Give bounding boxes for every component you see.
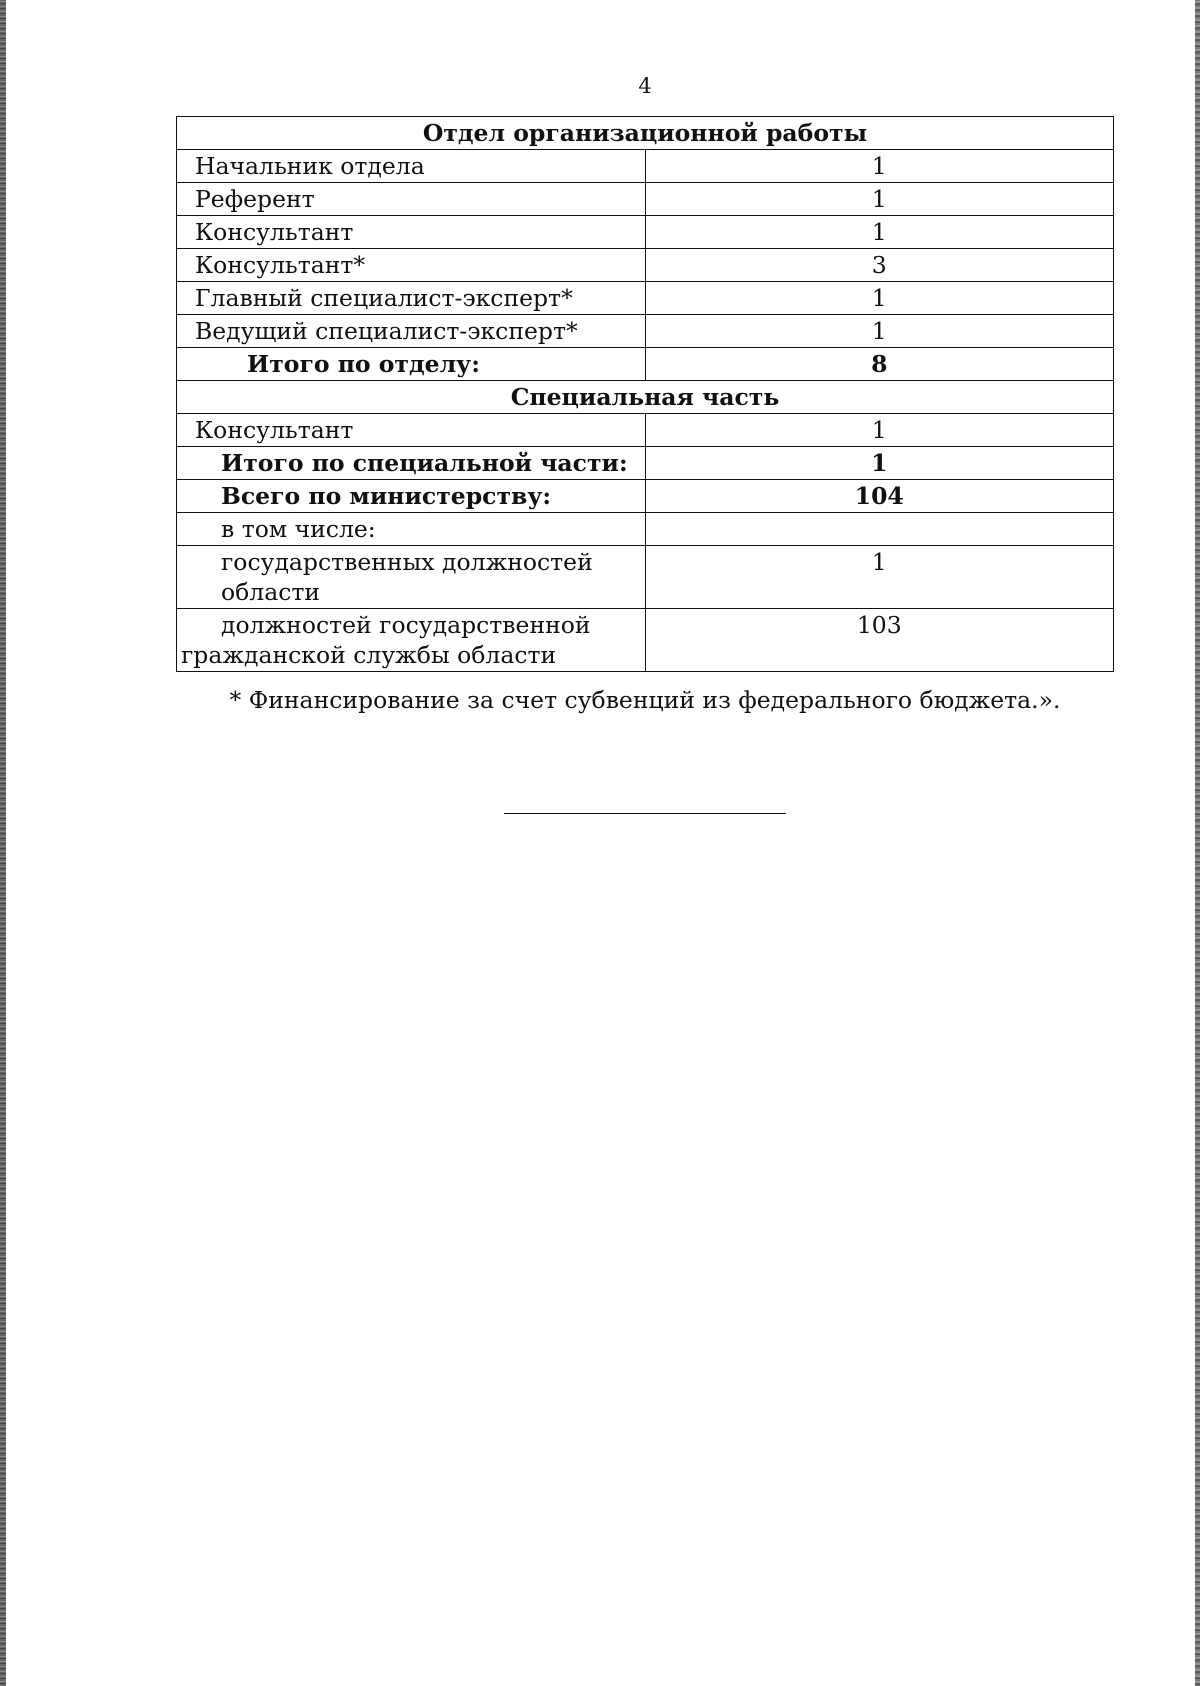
table-row	[177, 546, 1114, 609]
position-count: 1	[645, 315, 1114, 348]
page-number: 4	[638, 74, 652, 98]
table-row-total	[177, 480, 1114, 513]
table-row	[177, 216, 1114, 249]
breakdown-label: государственных должностей области	[177, 546, 646, 609]
table-row-section	[177, 381, 1114, 414]
section-heading: Специальная часть	[177, 381, 1114, 414]
total-count: 1	[645, 447, 1114, 480]
breakdown-label: должностей государственной гражданской службы области	[177, 609, 646, 672]
total-label: Итого по специальной части:	[177, 447, 646, 480]
position-label: Главный специалист-эксперт*	[177, 282, 646, 315]
position-count: 1	[645, 216, 1114, 249]
table-row	[177, 183, 1114, 216]
breakdown-count: 103	[645, 609, 1114, 672]
total-count: 8	[645, 348, 1114, 381]
position-count: 1	[645, 183, 1114, 216]
total-label: Итого по отделу:	[177, 348, 646, 381]
position-label: Консультант	[177, 414, 646, 447]
table-row	[177, 282, 1114, 315]
table-row	[177, 150, 1114, 183]
breakdown-count	[645, 513, 1114, 546]
position-label: Консультант*	[177, 249, 646, 282]
table-row	[177, 414, 1114, 447]
position-label: Ведущий специалист-эксперт*	[177, 315, 646, 348]
total-label: Всего по министерству:	[177, 480, 646, 513]
table-row-total	[177, 348, 1114, 381]
position-label: Референт	[177, 183, 646, 216]
table-row	[177, 609, 1114, 672]
breakdown-count: 1	[645, 546, 1114, 609]
table-row-total	[177, 447, 1114, 480]
staffing-table	[176, 116, 1114, 672]
position-count: 1	[645, 414, 1114, 447]
table-row-section	[177, 117, 1114, 150]
position-label: Консультант	[177, 216, 646, 249]
scan-edge-left	[0, 0, 6, 1686]
closing-rule	[504, 813, 786, 814]
breakdown-label: в том числе:	[177, 513, 646, 546]
section-heading: Отдел организационной работы	[177, 117, 1114, 150]
position-count: 3	[645, 249, 1114, 282]
position-label: Начальник отдела	[177, 150, 646, 183]
footnote: * Финансирование за счет субвенций из федерального бюджета.».	[229, 686, 1061, 714]
scan-edge-right	[1195, 0, 1200, 1686]
total-count: 104	[645, 480, 1114, 513]
position-count: 1	[645, 150, 1114, 183]
table-row	[177, 315, 1114, 348]
table-row	[177, 249, 1114, 282]
position-count: 1	[645, 282, 1114, 315]
table-row	[177, 513, 1114, 546]
